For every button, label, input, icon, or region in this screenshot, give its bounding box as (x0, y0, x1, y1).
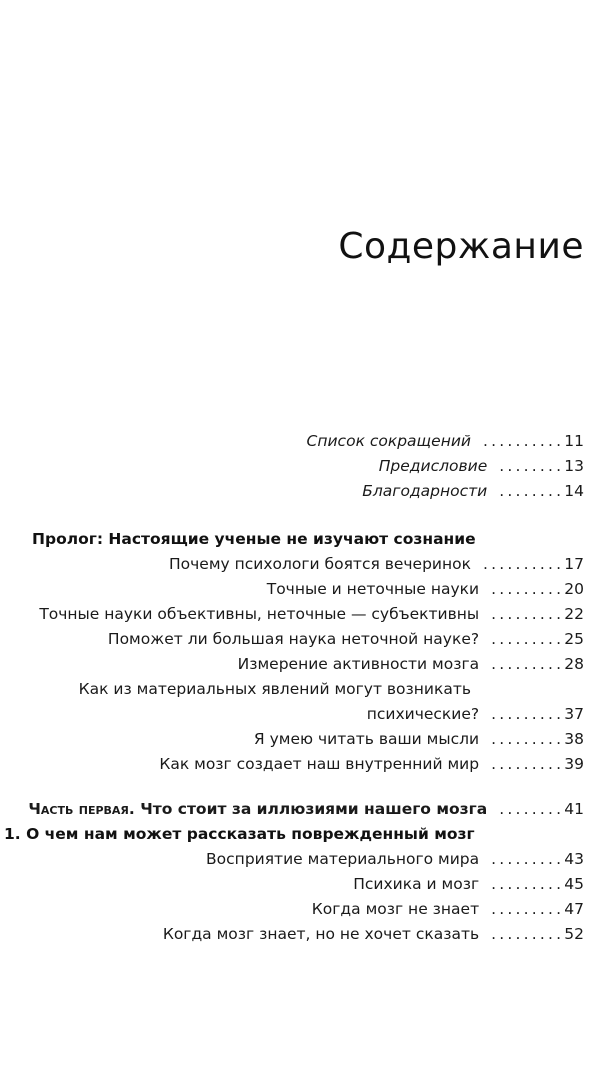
toc-entry[interactable] (39, 602, 584, 626)
entry-leader: ........ (499, 482, 565, 500)
entry-leader: ........ (499, 800, 565, 818)
entry-page: 45 (564, 875, 584, 893)
entry-title: Когда мозг знает, но не хочет сказать (162, 925, 480, 943)
entry-leader: ......... (491, 900, 565, 918)
toc-entry[interactable] (254, 727, 584, 751)
entry-page: 52 (564, 925, 584, 943)
toc-entry[interactable] (79, 677, 471, 701)
page-title: Содержание (338, 226, 584, 267)
entry-leader: ......... (491, 605, 565, 623)
part-title: Что стоит за иллюзиями нашего мозга (140, 800, 488, 818)
entry-title: Благодарности (362, 482, 488, 500)
entry-title: Я умею читать ваши мысли (253, 730, 480, 748)
toc-entry[interactable] (307, 429, 584, 453)
toc-entry[interactable] (206, 847, 584, 871)
entry-page: 13 (564, 457, 584, 475)
entry-leader: ......... (491, 875, 565, 893)
entry-page: 22 (564, 605, 584, 623)
toc-entry[interactable] (238, 652, 584, 676)
toc-entry[interactable] (159, 752, 584, 776)
entry-title: Список сокращений (306, 432, 471, 450)
entry-title: Поможет ли большая наука неточной науке? (107, 630, 480, 648)
entry-page: 41 (564, 800, 584, 818)
entry-leader: ......... (491, 730, 565, 748)
entry-title: Когда мозг не знает (311, 900, 480, 918)
part-label: Часть первая. (28, 800, 135, 818)
entry-page: 43 (564, 850, 584, 868)
entry-title: Точные и неточные науки (266, 580, 480, 598)
entry-page: 38 (564, 730, 584, 748)
entry-page: 25 (564, 630, 584, 648)
entry-page: 39 (564, 755, 584, 773)
entry-leader: ......... (491, 850, 565, 868)
entry-page: 20 (564, 580, 584, 598)
entry-leader: ......... (491, 655, 565, 673)
entry-page: 14 (564, 482, 584, 500)
entry-title: Как мозг создает наш внутренний мир (159, 755, 480, 773)
entry-leader: ......... (491, 925, 565, 943)
entry-title: Предисловие (378, 457, 488, 475)
entry-page: 17 (564, 555, 584, 573)
entry-leader: ......... (491, 705, 565, 723)
entry-title: Как из материальных явлений могут возникать (78, 680, 471, 698)
entry-title: Психика и мозг (353, 875, 480, 893)
entry-title: Измерение активности мозга (237, 655, 480, 673)
entry-page: 47 (564, 900, 584, 918)
toc-entry[interactable] (108, 627, 584, 651)
part-one-heading[interactable] (28, 797, 584, 821)
toc-entry[interactable] (379, 454, 584, 478)
toc-entry[interactable] (169, 552, 584, 576)
entry-leader: ......... (491, 755, 565, 773)
toc-entry[interactable] (163, 922, 584, 946)
entry-page: 11 (564, 432, 584, 450)
toc-entry[interactable] (362, 479, 584, 503)
entry-leader: .......... (482, 432, 565, 450)
toc-entry[interactable] (353, 872, 584, 896)
toc-entry[interactable] (312, 897, 584, 921)
prologue-heading[interactable]: Пролог: Настоящие ученые не изучают сознание (32, 530, 476, 548)
entry-leader: ......... (491, 630, 565, 648)
entry-title: Восприятие материального мира (206, 850, 480, 868)
entry-page: 37 (564, 705, 584, 723)
entry-title: психические? (366, 705, 480, 723)
chapter-heading[interactable]: 1. О чем нам может рассказать поврежденный мозг (4, 825, 475, 843)
entry-page: 28 (564, 655, 584, 673)
entry-title: Точные науки объективны, неточные — субъективны (39, 605, 480, 623)
entry-leader: ......... (491, 580, 565, 598)
toc-entry[interactable] (367, 702, 584, 726)
entry-leader: ........ (499, 457, 565, 475)
toc-entry[interactable] (267, 577, 584, 601)
entry-title: Почему психологи боятся вечеринок (169, 555, 471, 573)
entry-leader: .......... (482, 555, 565, 573)
